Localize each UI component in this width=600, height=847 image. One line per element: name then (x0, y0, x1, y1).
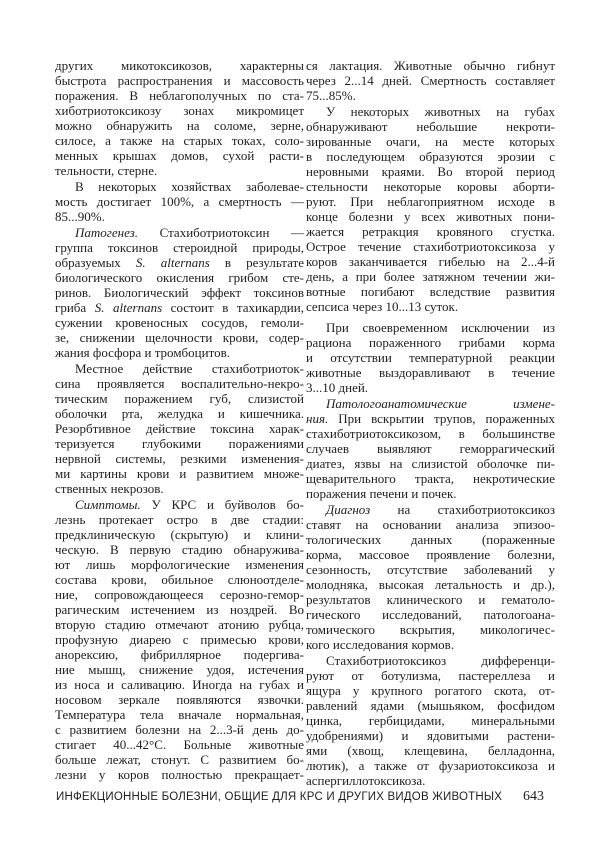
text-run: других микотоксикозов, характерны (55, 58, 304, 73)
text-line (306, 471, 555, 486)
text-run: У КРС и буйволов бо- (140, 497, 304, 512)
text-line (306, 426, 555, 441)
text-run: случаев выявляют геморрагический (306, 441, 555, 456)
text-run: хиботриотоксикозу зонах микромицет (55, 103, 304, 118)
text-run: день, а при более затяжном течении жи- (306, 269, 555, 284)
text-run: ют лишь морфологические изменения (55, 557, 304, 572)
text-run: поражения. В неблагополучных по ста- (55, 88, 304, 103)
text-line (306, 532, 555, 547)
text-run: удобрениями) и ядовитыми растени- (306, 728, 555, 743)
text-line (306, 743, 555, 758)
text-run: ся лактация. Животные обычно гибнут (306, 58, 555, 73)
paragraph (306, 653, 555, 788)
text-line (55, 103, 304, 118)
text-line (306, 441, 555, 456)
text-run: лезнь протекает остро в две стадии: (55, 512, 304, 527)
text-line (55, 421, 304, 436)
paragraph (306, 396, 555, 501)
text-run: сезонность, отсутствие заболеваний у (306, 562, 555, 577)
text-line (55, 163, 304, 178)
text-run: При вскрытии трупов, пораженных (328, 411, 555, 426)
text-line (55, 225, 304, 240)
text-run: быстрота распространения и массовость (55, 73, 304, 88)
text-line (306, 194, 555, 209)
text-run: неровными краями. Во второй период (306, 164, 555, 179)
text-run: рациона пораженного грибами корма (306, 335, 555, 350)
text-run: результатов клинического и гематоло- (306, 592, 555, 607)
text-line (55, 118, 304, 133)
text-line (306, 284, 555, 299)
text-line (306, 365, 555, 380)
text-run: группа токсинов стероидной природы, (55, 240, 304, 255)
text-line (306, 396, 555, 411)
italic-text-run: Диагноз (326, 502, 371, 517)
text-run: лезни у коров полностью прекращает- (55, 767, 304, 782)
text-line (55, 376, 304, 391)
text-run: биологического окисления грибом сте- (55, 270, 304, 285)
text-run: обнаруживают небольшие некроти- (306, 119, 555, 134)
text-line (55, 677, 304, 692)
text-line (55, 557, 304, 572)
text-run: сужении кровеносных сосудов, гемоли- (55, 315, 304, 330)
italic-text-run: Патогенез. (75, 225, 138, 240)
text-line (55, 255, 304, 270)
text-line (55, 240, 304, 255)
text-line (55, 330, 304, 345)
text-run: тическим поражением губ, слизистой (55, 391, 304, 406)
text-run: У некоторых животных на губах (326, 104, 555, 119)
text-line (55, 300, 304, 315)
text-run: 3...10 дней. (306, 380, 369, 395)
text-run: носовом зеркале появляются язвочки. (55, 692, 304, 707)
text-line (306, 73, 555, 88)
text-run: в последующем образуются эрозии с (306, 149, 555, 164)
text-line (55, 179, 304, 194)
text-run: томического вскрытия, микологичес- (306, 622, 555, 637)
text-run: кого исследования кормов. (306, 637, 455, 652)
text-run: образуемых (55, 255, 136, 270)
text-run: нервной системы, резкими изменения- (55, 451, 304, 466)
text-line (55, 451, 304, 466)
text-run: ринов. Биологический эффект токсинов (55, 285, 304, 300)
text-line (306, 577, 555, 592)
text-run: молодняка, высокая летальность и др.), (306, 577, 555, 592)
text-line (55, 572, 304, 587)
italic-text-run: S. alternans (135, 255, 210, 270)
text-line (55, 73, 304, 88)
left-text-column (55, 58, 304, 783)
italic-text-run: Симптомы. (75, 497, 141, 512)
text-run: предклиническую (скрытую) и клини- (55, 527, 304, 542)
text-line (55, 436, 304, 451)
text-line (55, 662, 304, 677)
paragraph (306, 502, 555, 652)
text-run: из носа и саливацию. Иногда на губах и (55, 677, 304, 692)
text-line (55, 391, 304, 406)
text-line (306, 622, 555, 637)
text-run: Температура тела вначале нормальная, (55, 707, 304, 722)
text-line (55, 406, 304, 421)
text-run: состоит в тахикардии, (162, 300, 304, 315)
running-footer-title: ИНФЕКЦИОННЫЕ БОЛЕЗНИ, ОБЩИЕ ДЛЯ КРС И ДРУГИХ ВИДОВ ЖИВОТНЫХ (56, 791, 503, 803)
text-run: анорексию, фибриллярное подергива- (55, 647, 304, 662)
text-run: 85...90%. (55, 209, 105, 224)
text-line (306, 637, 555, 652)
text-line (306, 547, 555, 562)
paragraph (55, 179, 304, 224)
text-run: можно обнаружить на соломе, зерне, (55, 118, 304, 133)
text-run: поражения печени и почек. (306, 486, 457, 501)
text-run: ями (хвощ, клещевина, белладонна, (306, 743, 555, 758)
text-line (306, 502, 555, 517)
text-run: ставят на основании анализа эпизоо- (306, 517, 555, 532)
italic-text-run: S. alternans (94, 300, 163, 315)
text-line (55, 767, 304, 782)
right-text-column (306, 58, 555, 789)
text-line (306, 269, 555, 284)
text-run: животные выздоравливают в течение (306, 365, 555, 380)
text-line (306, 773, 555, 788)
text-line (55, 587, 304, 602)
text-run: ческую. В первую стадию обнаружива- (55, 542, 304, 557)
text-line (306, 119, 555, 134)
text-run: руют. При неблагоприятном исходе в (306, 194, 555, 209)
text-run: тологических данных (пораженные (306, 532, 555, 547)
text-line (55, 481, 304, 496)
text-line (306, 239, 555, 254)
text-run: тельности, стерне. (55, 163, 158, 178)
text-line (306, 728, 555, 743)
paragraph (306, 58, 555, 103)
paragraph (306, 320, 555, 395)
text-line (55, 692, 304, 707)
text-run: ми картины крови и развитием множе- (55, 466, 304, 481)
text-line (306, 758, 555, 773)
text-run: 75...85%. (306, 88, 356, 103)
text-run: оболочки рта, желудка и кишечника. (55, 406, 304, 421)
text-line (306, 517, 555, 532)
text-line (306, 350, 555, 365)
paragraph (55, 58, 304, 178)
text-line (306, 562, 555, 577)
text-run: корма, массовое проявление болезни, (306, 547, 555, 562)
text-line (306, 104, 555, 119)
text-line (55, 209, 304, 224)
text-line (306, 683, 555, 698)
text-line (306, 486, 555, 501)
text-line (306, 456, 555, 471)
text-run: Резорбтивное действие токсина харак- (55, 421, 304, 436)
text-run: лютик), а также от фузариотоксикоза и (306, 758, 555, 773)
text-line (55, 466, 304, 481)
text-line (55, 345, 304, 360)
text-line (306, 224, 555, 239)
text-run: Местное действие стахиботриоток- (75, 361, 304, 376)
text-run: гриба (55, 300, 95, 315)
text-line (55, 647, 304, 662)
text-line (55, 632, 304, 647)
text-line (306, 58, 555, 73)
text-run: руют от ботулизма, пастереллеза и (306, 668, 555, 683)
text-run: При своевременном исключении из (326, 320, 555, 335)
text-run: профузную диарею с примесью крови, (55, 632, 304, 647)
text-run: рагическим истечением из ноздрей. Во (55, 602, 304, 617)
text-line (55, 527, 304, 542)
text-run: зе, снижении щелочности крови, содер- (55, 330, 304, 345)
text-run: стахиботриотоксикозом, в большинстве (306, 426, 555, 441)
text-run: цинка, гербицидами, минеральными (306, 713, 555, 728)
text-line (306, 88, 555, 103)
text-line (306, 164, 555, 179)
text-line (55, 148, 304, 163)
text-line (55, 602, 304, 617)
text-run: В некоторых хозяйствах заболевае- (75, 179, 304, 194)
paragraph (55, 497, 304, 782)
text-line (306, 179, 555, 194)
text-run: вотные погибают вследствие развития (306, 284, 555, 299)
text-line (306, 320, 555, 335)
text-run: мость достигает 100%, а смертность — (55, 194, 304, 209)
text-run: конце болезни у всех животных пони- (306, 209, 555, 224)
text-run: сепсиса через 10...13 суток. (306, 299, 459, 314)
text-run: ящура у крупного рогатого скота, от- (306, 683, 555, 698)
text-run: зированные очаги, на месте которых (306, 134, 555, 149)
text-run: и отсутствии температурной реакции (306, 350, 555, 365)
text-line (306, 149, 555, 164)
text-run: силосе, а также на старых токах, соло- (55, 133, 304, 148)
text-line (306, 698, 555, 713)
text-line (55, 722, 304, 737)
paragraph (306, 104, 555, 314)
page-number: 643 (523, 789, 544, 804)
text-run: щеварительного тракта, некротические (306, 471, 555, 486)
text-run: теризуется глубокими поражениями (55, 436, 304, 451)
text-line (55, 361, 304, 376)
text-run: менных крышах домов, сухой расти- (55, 148, 304, 163)
text-run: Острое течение стахиботриотоксикоза у (306, 239, 555, 254)
text-run: жается ретракция кровяного сгустка. (306, 224, 555, 239)
text-run: вторую стадию отмечают атонию рубца, (55, 617, 304, 632)
text-run: ственных некрозов. (55, 481, 164, 496)
text-line (55, 58, 304, 73)
text-line (55, 497, 304, 512)
text-run: ние, сопровождающееся серозно-гемор- (55, 587, 304, 602)
text-line (306, 134, 555, 149)
text-line (55, 270, 304, 285)
text-run: Стахиботриотоксикоз дифференци- (326, 653, 555, 668)
italic-text-run: Патологоанатомические измене- (326, 396, 555, 411)
text-line (55, 737, 304, 752)
text-run: равлений ядами (мышьяком, фосфидом (306, 698, 555, 713)
text-line (55, 752, 304, 767)
text-run: диатез, язвы на слизистой оболочке пи- (306, 456, 555, 471)
text-run: стельности некоторые коровы аборти- (306, 179, 555, 194)
text-run: ние мышц, снижение удоя, истечения (55, 662, 304, 677)
text-line (306, 592, 555, 607)
text-line (306, 254, 555, 269)
text-line (306, 411, 555, 426)
text-run: Стахиботриотоксин — (138, 225, 304, 240)
text-line (55, 133, 304, 148)
text-line (306, 299, 555, 314)
text-line (55, 88, 304, 103)
text-line (306, 209, 555, 224)
text-run: через 2...14 дней. Смертность составляет (306, 73, 555, 88)
text-run: гического исследований, патологоана- (306, 607, 555, 622)
text-run: в результате (209, 255, 304, 270)
text-line (55, 194, 304, 209)
text-line (306, 335, 555, 350)
text-run: коров заканчивается гибелью на 2...4-й (306, 254, 555, 269)
text-run: аспергиллотоксикоза. (306, 773, 426, 788)
text-line (55, 542, 304, 557)
text-line (306, 653, 555, 668)
text-line (55, 512, 304, 527)
text-run: больше лежат, стонут. С развитием бо- (55, 752, 304, 767)
italic-text-run: ния. (306, 411, 329, 426)
paragraph (55, 225, 304, 360)
text-line (55, 617, 304, 632)
text-run: стигает 40...42°С. Больные животные (55, 737, 304, 752)
text-line (55, 285, 304, 300)
text-line (306, 713, 555, 728)
text-run: с развитием болезни на 2...3-й день до- (55, 722, 304, 737)
paragraph (55, 361, 304, 496)
text-run: на стахиботриотоксикоз (370, 502, 555, 517)
text-run: состава крови, обильное слюноотделе- (55, 572, 304, 587)
text-line (306, 668, 555, 683)
text-run: жания фосфора и тромбоцитов. (55, 345, 230, 360)
text-line (306, 607, 555, 622)
text-line (306, 380, 555, 395)
text-run: сина проявляется воспалительно-некро- (55, 376, 304, 391)
text-line (55, 707, 304, 722)
text-line (55, 315, 304, 330)
